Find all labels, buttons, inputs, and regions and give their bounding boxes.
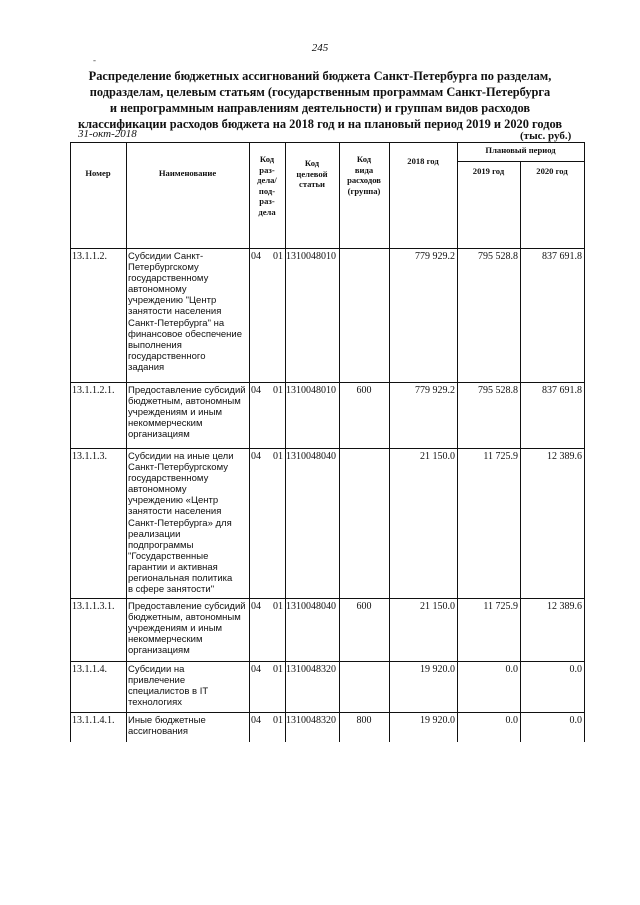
cell-name	[128, 385, 249, 440]
cell-2020: 12 389.6	[547, 451, 582, 462]
header-section-line: раз-	[259, 164, 275, 175]
cell-name-line: выполнения	[128, 339, 182, 351]
budget-table	[70, 142, 584, 742]
header-target-line: Код	[304, 158, 320, 168]
table-rule-vertical	[520, 161, 521, 742]
table-rule-horizontal	[70, 382, 584, 383]
cell-name-line: автономному	[128, 284, 187, 296]
cell-name-line: государственному	[128, 473, 209, 485]
cell-name-line: привлечение	[128, 675, 186, 687]
cell-name-line: некоммерческим	[128, 418, 203, 430]
cell-name-line: ассигнования	[128, 726, 189, 738]
cell-name-line: в сфере занятости"	[128, 584, 215, 596]
cell-name-line: Иные бюджетные	[128, 715, 206, 726]
cell-name-line: Санкт-Петербургскому	[128, 462, 228, 474]
cell-2019: 0.0	[505, 715, 518, 726]
header-target-line: целевой	[296, 168, 328, 179]
cell-name	[128, 601, 249, 656]
cell-name-line: Петербургскому	[128, 262, 199, 274]
header-number: Номер	[85, 168, 111, 178]
cell-name-line: бюджетным, автономным	[128, 612, 241, 624]
cell-name-line: специалистов в IT	[128, 686, 209, 698]
cell-name-line: учреждениям и иным	[128, 623, 223, 635]
cell-name-line: региональная политика	[128, 573, 233, 585]
cell-name-line: занятости населения	[128, 306, 222, 318]
cell-name-line: "Государственные	[128, 550, 209, 562]
cell-target: 1310048010	[286, 251, 336, 262]
cell-number: 13.1.1.3.1.	[72, 601, 115, 612]
cell-name-line: Санкт-Петербурга" на	[128, 317, 225, 329]
cell-target: 1310048010	[286, 385, 336, 396]
cell-2019: 795 528.8	[478, 385, 518, 396]
cell-name-line: технологиях	[128, 697, 182, 709]
table-rule-vertical	[249, 142, 250, 742]
cell-name-line: учреждению "Центр	[128, 295, 217, 307]
cell-name-line: Санкт-Петербурга» для	[128, 517, 232, 529]
cell-name-line: реализации	[128, 528, 181, 540]
cell-name-line: задания	[128, 361, 165, 373]
document-date: 31-окт-2018	[78, 128, 137, 140]
header-section-line: дела	[258, 206, 276, 217]
cell-2020: 837 691.8	[542, 251, 582, 262]
header-type-line: Код	[356, 154, 372, 164]
cell-name	[128, 251, 249, 373]
cell-name-line: Предоставление субсидий	[128, 601, 246, 612]
cell-type: 800	[356, 715, 372, 726]
title-line: Распределение бюджетных ассигнований бюджета Санкт-Петербурга по разделам,	[88, 69, 552, 83]
cell-subsection: 01	[273, 601, 283, 612]
cell-name-line: учреждению «Центр	[128, 495, 219, 507]
header-2019: 2019 год	[472, 166, 505, 176]
cell-section: 04	[251, 715, 261, 726]
cell-name-line: Субсидии на	[128, 664, 185, 675]
cell-target: 1310048320	[286, 664, 336, 675]
cell-2018: 19 920.0	[420, 715, 455, 726]
cell-number: 13.1.1.2.1.	[72, 385, 115, 396]
cell-number: 13.1.1.4.1.	[72, 715, 115, 726]
header-type-line: (группа)	[347, 185, 381, 196]
cell-subsection: 01	[273, 385, 283, 396]
header-section-line: дела/	[257, 175, 277, 185]
units-label: (тыс. руб.)	[520, 130, 572, 142]
cell-subsection: 01	[273, 251, 283, 262]
cell-number: 13.1.1.2.	[72, 251, 107, 262]
cell-number: 13.1.1.4.	[72, 664, 107, 675]
table-rule-horizontal	[70, 661, 584, 662]
table-rule-vertical	[285, 142, 286, 742]
header-2018: 2018 год	[407, 156, 439, 166]
cell-2019: 11 725.9	[483, 451, 518, 462]
cell-2019: 795 528.8	[478, 251, 518, 262]
cell-subsection: 01	[273, 715, 283, 726]
cell-section: 04	[251, 251, 261, 262]
cell-name	[128, 451, 249, 595]
document-title	[40, 68, 600, 132]
cell-name-line: подпрограммы	[128, 539, 194, 551]
header-plan-period: Плановый период	[485, 145, 556, 155]
cell-section: 04	[251, 385, 261, 396]
cell-section: 04	[251, 451, 261, 462]
cell-section: 04	[251, 664, 261, 675]
header-target-line: статьи	[299, 179, 325, 189]
cell-2018: 779 929.2	[415, 251, 455, 262]
header-section-line: раз-	[259, 196, 275, 206]
cell-name-line: бюджетным, автономным	[128, 396, 241, 408]
cell-name-line: учреждениям и иным	[128, 407, 223, 419]
cell-target: 1310048040	[286, 451, 336, 462]
cell-2018: 19 920.0	[420, 664, 455, 675]
cell-name-line: организациям	[128, 429, 190, 441]
header-type-line: вида	[354, 164, 374, 175]
cell-name-line: гарантии и активная	[128, 561, 218, 573]
cell-2020: 837 691.8	[542, 385, 582, 396]
header-section-line: Код	[259, 154, 275, 164]
header-section-line: под-	[258, 185, 276, 196]
title-line: и непрограммным направлениям деятельности) и группам видов расходов	[109, 101, 531, 115]
cell-number: 13.1.1.3.	[72, 451, 107, 462]
table-rule-vertical	[389, 142, 390, 742]
header-target	[285, 158, 339, 190]
table-rule-horizontal	[70, 248, 584, 249]
cell-name	[128, 664, 249, 708]
cell-name-line: государственному	[128, 273, 209, 285]
cell-name-line: государственного	[128, 350, 206, 362]
cell-name-line: некоммерческим	[128, 634, 203, 646]
header-type	[339, 154, 389, 196]
cell-name-line: автономному	[128, 484, 187, 496]
table-rule-horizontal	[70, 712, 584, 713]
cell-name	[128, 715, 249, 737]
page-number: 245	[311, 42, 329, 54]
cell-name-line: организациям	[128, 645, 190, 657]
cell-2020: 12 389.6	[547, 601, 582, 612]
cell-target: 1310048040	[286, 601, 336, 612]
cell-type: 600	[356, 601, 372, 612]
table-rule-horizontal	[70, 142, 584, 143]
table-rule-horizontal	[70, 598, 584, 599]
cell-2018: 21 150.0	[420, 601, 455, 612]
table-rule-vertical	[126, 142, 127, 742]
table-rule-horizontal	[70, 448, 584, 449]
cell-2019: 11 725.9	[483, 601, 518, 612]
cell-name-line: Субсидии Санкт-	[128, 251, 204, 262]
title-line: классификации расходов бюджета на 2018 год и на плановый период 2019 и 2020 годов	[77, 117, 563, 131]
cell-name-line: Предоставление субсидий	[128, 385, 246, 396]
table-rule-vertical	[339, 142, 340, 742]
cell-name-line: Субсидии на иные цели	[128, 451, 234, 462]
cell-name-line: финансовое обеспечение	[128, 328, 243, 340]
title-line: подразделам, целевым статьям (государственным программам Санкт-Петербурга	[89, 85, 551, 99]
cell-subsection: 01	[273, 664, 283, 675]
corner-mark: -	[93, 55, 96, 65]
header-section	[249, 154, 285, 217]
cell-2020: 0.0	[569, 664, 582, 675]
cell-type: 600	[356, 385, 372, 396]
cell-section: 04	[251, 601, 261, 612]
header-2020: 2020 год	[536, 166, 568, 176]
table-rule-vertical	[584, 142, 585, 742]
cell-name-line: занятости населения	[128, 506, 222, 518]
cell-2018: 21 150.0	[420, 451, 455, 462]
cell-target: 1310048320	[286, 715, 336, 726]
header-type-line: расходов	[347, 175, 381, 185]
cell-subsection: 01	[273, 451, 283, 462]
table-rule-vertical	[70, 142, 71, 742]
cell-2019: 0.0	[505, 664, 518, 675]
cell-2020: 0.0	[569, 715, 582, 726]
table-rule-vertical	[457, 142, 458, 742]
header-name: Наименование	[158, 168, 217, 178]
cell-2018: 779 929.2	[415, 385, 455, 396]
